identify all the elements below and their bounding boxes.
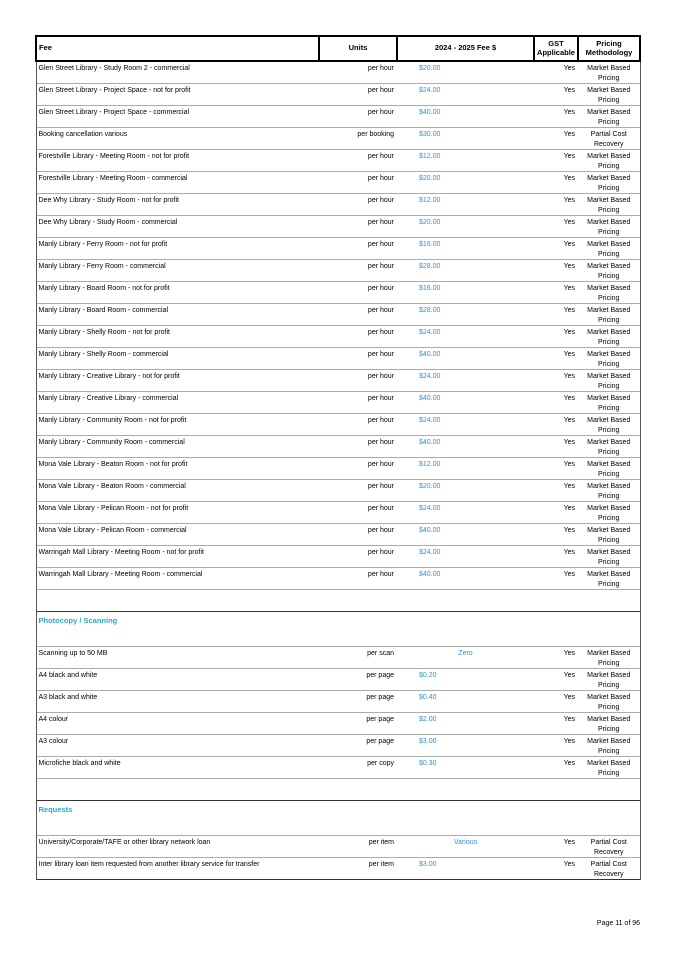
cell-pricing-methodology: Market Based Pricing <box>578 150 640 172</box>
cell-fee-amount: $12.00 <box>397 150 534 172</box>
cell-fee-amount: $24.00 <box>397 326 534 348</box>
table-row <box>36 370 640 392</box>
cell-fee-name: Glen Street Library - Study Room 2 - commercial <box>36 61 319 84</box>
cell-fee-name: Scanning up to 50 MB <box>36 647 319 669</box>
cell-gst-applicable: Yes <box>534 414 578 436</box>
cell-gst-applicable: Yes <box>534 836 578 858</box>
section-header-row <box>36 801 640 836</box>
cell-gst-applicable: Yes <box>534 172 578 194</box>
cell-pricing-methodology: Market Based Pricing <box>578 713 640 735</box>
cell-fee-amount: Various <box>397 836 534 858</box>
cell-pricing-methodology: Market Based Pricing <box>578 238 640 260</box>
cell-units: per hour <box>319 61 397 84</box>
cell-gst-applicable: Yes <box>534 392 578 414</box>
cell-gst-applicable: Yes <box>534 216 578 238</box>
table-row <box>36 392 640 414</box>
section-header-row <box>36 612 640 647</box>
cell-fee-name: Manly Library - Community Room - commercial <box>36 436 319 458</box>
cell-units: per hour <box>319 458 397 480</box>
cell-pricing-methodology: Market Based Pricing <box>578 669 640 691</box>
cell-fee-amount: $3.00 <box>397 735 534 757</box>
cell-pricing-methodology: Market Based Pricing <box>578 735 640 757</box>
column-header-gst-applicable: GST Applicable <box>534 36 578 61</box>
table-row <box>36 546 640 568</box>
cell-pricing-methodology: Partial Cost Recovery <box>578 836 640 858</box>
cell-units: per hour <box>319 304 397 326</box>
cell-gst-applicable: Yes <box>534 647 578 669</box>
cell-fee-amount: $40.00 <box>397 348 534 370</box>
cell-fee-amount: $24.00 <box>397 546 534 568</box>
cell-pricing-methodology: Market Based Pricing <box>578 568 640 590</box>
cell-fee-name: University/Corporate/TAFE or other library network loan <box>36 836 319 858</box>
cell-units: per hour <box>319 282 397 304</box>
cell-units: per page <box>319 735 397 757</box>
cell-fee-name: Mona Vale Library - Beaton Room - commercial <box>36 480 319 502</box>
table-row <box>36 128 640 150</box>
cell-gst-applicable: Yes <box>534 546 578 568</box>
table-row <box>36 348 640 370</box>
cell-pricing-methodology: Market Based Pricing <box>578 84 640 106</box>
table-row <box>36 436 640 458</box>
cell-fee-name: Glen Street Library - Project Space - commercial <box>36 106 319 128</box>
cell-units: per booking <box>319 128 397 150</box>
cell-pricing-methodology: Partial Cost Recovery <box>578 128 640 150</box>
cell-fee-name: Dee Why Library - Study Room - not for profit <box>36 194 319 216</box>
cell-gst-applicable: Yes <box>534 568 578 590</box>
cell-pricing-methodology: Market Based Pricing <box>578 304 640 326</box>
cell-fee-amount: $40.00 <box>397 106 534 128</box>
cell-units: per hour <box>319 546 397 568</box>
cell-fee-name: Forestville Library - Meeting Room - commercial <box>36 172 319 194</box>
page-number: Page 11 of 96 <box>596 920 640 927</box>
cell-units: per hour <box>319 502 397 524</box>
cell-units: per hour <box>319 150 397 172</box>
table-row <box>36 150 640 172</box>
cell-units: per hour <box>319 260 397 282</box>
cell-fee-name: Manly Library - Creative Library - commercial <box>36 392 319 414</box>
cell-gst-applicable: Yes <box>534 106 578 128</box>
table-row <box>36 61 640 84</box>
cell-units: per hour <box>319 106 397 128</box>
cell-gst-applicable: Yes <box>534 128 578 150</box>
cell-fee-amount: $24.00 <box>397 84 534 106</box>
table-header <box>36 36 640 61</box>
cell-units: per page <box>319 669 397 691</box>
cell-fee-amount: $24.00 <box>397 502 534 524</box>
table-row <box>36 216 640 238</box>
cell-units: per hour <box>319 326 397 348</box>
cell-pricing-methodology: Partial Cost Recovery <box>578 858 640 880</box>
cell-pricing-methodology: Market Based Pricing <box>578 436 640 458</box>
table-row <box>36 414 640 436</box>
cell-pricing-methodology: Market Based Pricing <box>578 61 640 84</box>
cell-fee-amount: $20.00 <box>397 172 534 194</box>
cell-units: per hour <box>319 84 397 106</box>
cell-units: per hour <box>319 216 397 238</box>
cell-pricing-methodology: Market Based Pricing <box>578 458 640 480</box>
table-row <box>36 502 640 524</box>
cell-fee-amount: Zero <box>397 647 534 669</box>
cell-pricing-methodology: Market Based Pricing <box>578 691 640 713</box>
cell-fee-amount: $20.00 <box>397 480 534 502</box>
cell-fee-amount: $12.00 <box>397 458 534 480</box>
cell-fee-name: Booking cancellation various <box>36 128 319 150</box>
table-row <box>36 568 640 590</box>
section-spacer-row <box>36 590 640 612</box>
table-row <box>36 691 640 713</box>
table-row <box>36 669 640 691</box>
cell-fee-amount: $12.00 <box>397 194 534 216</box>
cell-units: per page <box>319 713 397 735</box>
cell-pricing-methodology: Market Based Pricing <box>578 106 640 128</box>
section-title: Photocopy / Scanning <box>36 612 640 647</box>
cell-fee-name: Dee Why Library - Study Room - commercial <box>36 216 319 238</box>
cell-gst-applicable: Yes <box>534 458 578 480</box>
cell-fee-name: Manly Library - Board Room - not for profit <box>36 282 319 304</box>
cell-gst-applicable: Yes <box>534 480 578 502</box>
cell-fee-amount: $40.00 <box>397 568 534 590</box>
section-title: Requests <box>36 801 640 836</box>
cell-gst-applicable: Yes <box>534 713 578 735</box>
cell-pricing-methodology: Market Based Pricing <box>578 172 640 194</box>
section-spacer <box>36 590 640 612</box>
cell-fee-amount: $24.00 <box>397 370 534 392</box>
cell-units: per item <box>319 836 397 858</box>
cell-units: per hour <box>319 568 397 590</box>
cell-fee-name: Microfiche black and white <box>36 757 319 779</box>
cell-gst-applicable: Yes <box>534 194 578 216</box>
cell-fee-amount: $16.00 <box>397 238 534 260</box>
cell-units: per hour <box>319 524 397 546</box>
cell-fee-amount: $0.30 <box>397 757 534 779</box>
fees-table <box>35 35 641 880</box>
table-row <box>36 480 640 502</box>
table-row <box>36 326 640 348</box>
table-row <box>36 194 640 216</box>
table-row <box>36 84 640 106</box>
cell-gst-applicable: Yes <box>534 370 578 392</box>
cell-gst-applicable: Yes <box>534 150 578 172</box>
cell-pricing-methodology: Market Based Pricing <box>578 546 640 568</box>
table-row <box>36 458 640 480</box>
table-row <box>36 836 640 858</box>
cell-pricing-methodology: Market Based Pricing <box>578 502 640 524</box>
table-row <box>36 106 640 128</box>
cell-fee-name: A4 black and white <box>36 669 319 691</box>
cell-units: per page <box>319 691 397 713</box>
table-row <box>36 757 640 779</box>
cell-fee-name: A3 black and white <box>36 691 319 713</box>
cell-gst-applicable: Yes <box>534 61 578 84</box>
cell-units: per hour <box>319 172 397 194</box>
table-row <box>36 713 640 735</box>
cell-fee-name: Forestville Library - Meeting Room - not for profit <box>36 150 319 172</box>
cell-gst-applicable: Yes <box>534 436 578 458</box>
cell-gst-applicable: Yes <box>534 735 578 757</box>
cell-fee-amount: $30.00 <box>397 128 534 150</box>
cell-gst-applicable: Yes <box>534 669 578 691</box>
table-row <box>36 304 640 326</box>
cell-gst-applicable: Yes <box>534 84 578 106</box>
cell-fee-name: Inter library loan item requested from another library service for transfer <box>36 858 319 880</box>
cell-pricing-methodology: Market Based Pricing <box>578 647 640 669</box>
cell-pricing-methodology: Market Based Pricing <box>578 348 640 370</box>
cell-pricing-methodology: Market Based Pricing <box>578 370 640 392</box>
table-row <box>36 282 640 304</box>
cell-fee-amount: $28.00 <box>397 260 534 282</box>
cell-units: per hour <box>319 238 397 260</box>
table-row <box>36 858 640 880</box>
cell-fee-name: Manly Library - Ferry Room - not for profit <box>36 238 319 260</box>
cell-fee-amount: $0.40 <box>397 691 534 713</box>
table-row <box>36 524 640 546</box>
cell-fee-amount: $16.00 <box>397 282 534 304</box>
cell-pricing-methodology: Market Based Pricing <box>578 392 640 414</box>
column-header-fee: Fee <box>36 36 319 61</box>
cell-fee-name: Mona Vale Library - Beaton Room - not for profit <box>36 458 319 480</box>
cell-fee-name: Manly Library - Board Room - commercial <box>36 304 319 326</box>
cell-fee-amount: $40.00 <box>397 524 534 546</box>
cell-fee-name: Mona Vale Library - Pelican Room - not for profit <box>36 502 319 524</box>
cell-fee-name: Mona Vale Library - Pelican Room - commercial <box>36 524 319 546</box>
cell-fee-name: Manly Library - Shelly Room - commercial <box>36 348 319 370</box>
cell-fee-amount: $40.00 <box>397 392 534 414</box>
cell-gst-applicable: Yes <box>534 282 578 304</box>
cell-units: per copy <box>319 757 397 779</box>
cell-units: per hour <box>319 348 397 370</box>
table-header-row <box>36 36 640 61</box>
cell-pricing-methodology: Market Based Pricing <box>578 480 640 502</box>
cell-fee-amount: $0.20 <box>397 669 534 691</box>
cell-fee-name: A3 colour <box>36 735 319 757</box>
cell-gst-applicable: Yes <box>534 757 578 779</box>
section-spacer-row <box>36 779 640 801</box>
column-header-pricing-methodology: Pricing Methodology <box>578 36 640 61</box>
cell-fee-name: Manly Library - Ferry Room - commercial <box>36 260 319 282</box>
cell-pricing-methodology: Market Based Pricing <box>578 282 640 304</box>
section-spacer <box>36 779 640 801</box>
cell-pricing-methodology: Market Based Pricing <box>578 524 640 546</box>
cell-gst-applicable: Yes <box>534 238 578 260</box>
cell-units: per scan <box>319 647 397 669</box>
column-header-units: Units <box>319 36 397 61</box>
cell-fee-name: Warringah Mall Library - Meeting Room - not for profit <box>36 546 319 568</box>
cell-fee-amount: $20.00 <box>397 216 534 238</box>
cell-fee-name: Glen Street Library - Project Space - not for profit <box>36 84 319 106</box>
cell-gst-applicable: Yes <box>534 502 578 524</box>
cell-gst-applicable: Yes <box>534 260 578 282</box>
table-row <box>36 260 640 282</box>
cell-pricing-methodology: Market Based Pricing <box>578 757 640 779</box>
cell-pricing-methodology: Market Based Pricing <box>578 260 640 282</box>
cell-units: per hour <box>319 480 397 502</box>
cell-units: per hour <box>319 370 397 392</box>
column-header-fee-amount: 2024 - 2025 Fee $ <box>397 36 534 61</box>
cell-fee-name: Manly Library - Creative Library - not for profit <box>36 370 319 392</box>
cell-gst-applicable: Yes <box>534 524 578 546</box>
cell-gst-applicable: Yes <box>534 858 578 880</box>
cell-gst-applicable: Yes <box>534 304 578 326</box>
cell-fee-amount: $24.00 <box>397 414 534 436</box>
cell-gst-applicable: Yes <box>534 348 578 370</box>
cell-units: per hour <box>319 414 397 436</box>
cell-pricing-methodology: Market Based Pricing <box>578 216 640 238</box>
cell-units: per hour <box>319 436 397 458</box>
cell-fee-amount: $28.00 <box>397 304 534 326</box>
cell-pricing-methodology: Market Based Pricing <box>578 414 640 436</box>
cell-fee-name: Manly Library - Community Room - not for profit <box>36 414 319 436</box>
cell-units: per hour <box>319 392 397 414</box>
cell-fee-name: A4 colour <box>36 713 319 735</box>
cell-fee-amount: $40.00 <box>397 436 534 458</box>
cell-units: per hour <box>319 194 397 216</box>
cell-gst-applicable: Yes <box>534 326 578 348</box>
table-row <box>36 735 640 757</box>
cell-fee-amount: $3.00 <box>397 858 534 880</box>
cell-fee-amount: $20.00 <box>397 61 534 84</box>
table-body <box>36 61 640 880</box>
table-row <box>36 647 640 669</box>
cell-fee-name: Manly Library - Shelly Room - not for profit <box>36 326 319 348</box>
cell-fee-amount: $2.00 <box>397 713 534 735</box>
cell-pricing-methodology: Market Based Pricing <box>578 326 640 348</box>
table-row <box>36 172 640 194</box>
table-row <box>36 238 640 260</box>
cell-units: per item <box>319 858 397 880</box>
cell-gst-applicable: Yes <box>534 691 578 713</box>
cell-fee-name: Warringah Mall Library - Meeting Room - commercial <box>36 568 319 590</box>
cell-pricing-methodology: Market Based Pricing <box>578 194 640 216</box>
